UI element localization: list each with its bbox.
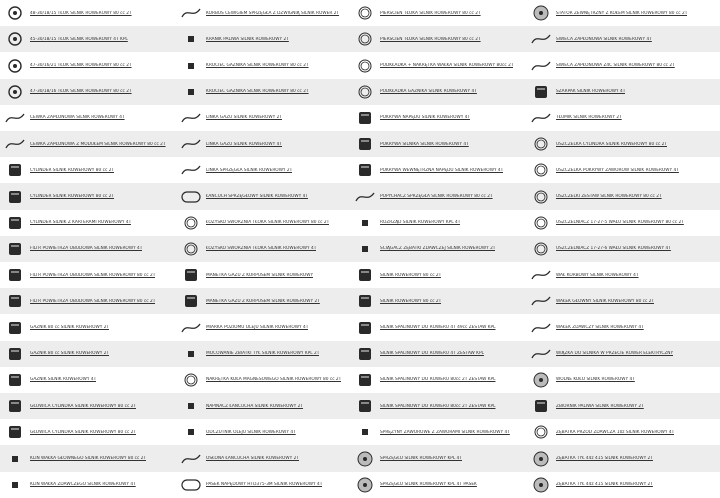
product-item[interactable] [350, 314, 526, 340]
product-link[interactable]: SILNIK ROWEROWY 80 cc 2T [380, 272, 442, 278]
product-item[interactable] [526, 393, 720, 419]
product-link[interactable]: WIĄZKA DO SILNIKA W PRZECIE ROWER ELEKTRYCZNY [556, 351, 674, 357]
rear-sprocket-icon[interactable] [529, 449, 553, 469]
product-item[interactable] [350, 79, 526, 105]
product-link[interactable]: OSŁONA ŁAŃCUCHA SILNIK ROWEROWY 2T [206, 456, 300, 462]
air-filter-icon[interactable] [3, 265, 27, 285]
product-link[interactable]: GŁOWICA CYLINDRA SILNIK ROWEROWY 80 cc 2T [30, 429, 137, 435]
product-link[interactable]: CYLINDER SILNIK ROWEROWY 80 cc 2T [30, 194, 115, 200]
product-item[interactable] [176, 52, 350, 78]
product-link[interactable]: PIERŚCIEŃ TŁOKA SILNIK ROWEROWY 80 cc 2T [380, 10, 481, 16]
product-item[interactable] [176, 262, 350, 288]
product-link[interactable]: GAŹNIK SILNIK ROWEROWY 4T [30, 377, 97, 383]
engine-kit-icon[interactable] [353, 344, 377, 364]
product-link[interactable]: SPRZĘGŁO SILNIK ROWEROWY KPL 4T [380, 456, 462, 462]
product-item[interactable] [526, 236, 720, 262]
product-item[interactable] [176, 472, 350, 498]
product-item[interactable] [350, 393, 526, 419]
product-link[interactable]: ROZRZĄD SILNIK ROWEROWY KPL 4T [380, 220, 461, 226]
product-item[interactable] [0, 79, 176, 105]
engine-icon[interactable] [353, 265, 377, 285]
product-link[interactable]: FILTR POWIETRZA OBUDOWA SILNIK ROWEROWY 80 cc 2T [30, 298, 156, 304]
product-item[interactable] [176, 288, 350, 314]
product-link[interactable]: TŁUMIK SILNIK ROWEROWY 2T [556, 115, 622, 121]
product-link[interactable]: MIARKA POZIOMU OLEJU SILNIK ROWEROWY 4T [206, 325, 309, 331]
product-item[interactable] [0, 131, 176, 157]
engine-kit-icon[interactable] [353, 370, 377, 390]
product-link[interactable]: 47-30/18/16 TŁOK SILNIK ROWEROWY 80 cc 2T [30, 89, 132, 95]
product-item[interactable] [0, 52, 176, 78]
product-link[interactable]: NAPINACZ ŁAŃCUCHA SILNIK ROWEROWY 2T [206, 403, 304, 409]
product-item[interactable] [0, 419, 176, 445]
product-link[interactable]: MOCOWANIE ZBIATKI TYŁ SILNIK ROWEROWY KPL 2T [206, 351, 320, 357]
product-item[interactable] [176, 393, 350, 419]
air-filter-icon[interactable] [3, 291, 27, 311]
wire-harness-icon[interactable] [529, 344, 553, 364]
oil-breather-icon[interactable] [179, 422, 203, 442]
fuel-tap-icon[interactable] [179, 29, 203, 49]
product-item[interactable] [350, 26, 526, 52]
product-link[interactable]: CYLINDER SILNIK Z KARTERAMI ROWEROWY 4T [30, 220, 132, 226]
product-item[interactable] [176, 79, 350, 105]
oil-seal-icon[interactable] [529, 213, 553, 233]
drive-cover-icon[interactable] [353, 108, 377, 128]
product-link[interactable]: PODKŁADKA + NAKRĘTKA WAŁKA SILNIK ROWEROWY 80cc 2T [380, 63, 514, 68]
chain-guard-icon[interactable] [179, 449, 203, 469]
carburetor-icon[interactable] [3, 370, 27, 390]
chain-tensioner-icon[interactable] [179, 396, 203, 416]
engine-kit-icon[interactable] [353, 318, 377, 338]
product-item[interactable] [176, 341, 350, 367]
product-link[interactable]: SILNIK SPALINOWY DO ROWERU 80cc 2T ZESTAW KPL [380, 377, 496, 383]
product-link[interactable]: LINKA GAZU SILNIK ROWEROWY 4T [206, 141, 282, 147]
stator-icon[interactable] [529, 3, 553, 23]
product-link[interactable]: CYLINDER SILNIK ROWEROWY 80 cc 2T [30, 167, 115, 173]
product-link[interactable]: GAŹNIK 80 cc SILNIK ROWEROWY 2T [30, 325, 110, 331]
product-item[interactable] [176, 105, 350, 131]
cable-icon[interactable] [179, 108, 203, 128]
product-item[interactable] [176, 236, 350, 262]
product-link[interactable]: ŚWIECA ZAPŁONOWA SILNIK ROWEROWY 4T [556, 36, 652, 42]
product-item[interactable] [350, 367, 526, 393]
product-item[interactable] [526, 445, 720, 471]
nut-icon[interactable] [179, 370, 203, 390]
product-column-3 [350, 0, 526, 498]
product-link[interactable]: SPRZĘGŁO SILNIK ROWEROWY KPL 4T PASEK [380, 482, 477, 488]
product-link[interactable]: LINKA GAZU SILNIK ROWEROWY 2T [206, 115, 282, 121]
piston-ring-icon[interactable] [353, 29, 377, 49]
product-link[interactable]: LINKA SPRZĘGŁA SILNIK ROWEROWY 2T [206, 167, 293, 173]
product-item[interactable] [526, 262, 720, 288]
piston-set-icon[interactable] [3, 82, 27, 102]
product-item[interactable] [350, 262, 526, 288]
product-link[interactable]: ZĘBATKA TYŁ 44z 415 SILNIK ROWEROWY 2T [556, 482, 653, 488]
shaft-icon[interactable] [529, 291, 553, 311]
throttle-grip-icon[interactable] [179, 291, 203, 311]
piston-set-icon[interactable] [3, 29, 27, 49]
product-item[interactable] [526, 26, 720, 52]
product-link[interactable]: ZĘBATKA TYŁ 44z 415 SILNIK ROWEROWY 2T [556, 456, 653, 462]
product-item[interactable] [176, 0, 350, 26]
product-item[interactable] [350, 445, 526, 471]
engine-cover-icon[interactable] [353, 134, 377, 154]
product-item[interactable] [350, 131, 526, 157]
product-link[interactable]: SILNIK ROWEROWY 80 cc 2T [380, 298, 442, 304]
fuel-tank-icon[interactable] [529, 396, 553, 416]
product-link[interactable]: SILNIK SPALINOWY DO ROWERU 80cc 2T ZESTAW KPL [380, 403, 496, 409]
product-link[interactable]: MANETKA GAZU Z KORPUSEM SILNIK ROWEROWY 2T [206, 298, 320, 304]
product-link[interactable]: CEWKA ZAPŁONOWA Z MODUŁEM SILNIK ROWEROWY 80 cc 2T [30, 141, 166, 147]
chain-icon[interactable] [179, 187, 203, 207]
intake-pipe-icon[interactable] [179, 82, 203, 102]
product-item[interactable] [350, 105, 526, 131]
product-link[interactable]: POKRYWA NAPĘDU SILNIK ROWEROWY 4T [380, 115, 471, 121]
product-item[interactable] [176, 445, 350, 471]
product-link[interactable]: POKRYWA SILNIKA SILNIK ROWEROWY 4T [380, 141, 469, 147]
product-link[interactable]: POPYCHACZ SPRZĘGŁA SILNIK ROWEROWY 80 cc 2T [380, 194, 493, 200]
freewheel-icon[interactable] [529, 370, 553, 390]
product-item[interactable] [0, 314, 176, 340]
product-item[interactable] [0, 183, 176, 209]
key-pin-icon[interactable] [3, 449, 27, 469]
washer-nut-icon[interactable] [353, 56, 377, 76]
cable-icon[interactable] [179, 160, 203, 180]
puller-tool-icon[interactable] [353, 239, 377, 259]
product-link[interactable]: KRANIK PALIWA SILNIK ROWEROWY 2T [206, 36, 289, 42]
product-item[interactable] [176, 367, 350, 393]
product-item[interactable] [0, 393, 176, 419]
product-item[interactable] [0, 288, 176, 314]
valve-springs-icon[interactable] [353, 422, 377, 442]
product-item[interactable] [526, 472, 720, 498]
gasket-icon[interactable] [529, 160, 553, 180]
product-item[interactable] [350, 341, 526, 367]
product-item[interactable] [350, 52, 526, 78]
clutch-icon[interactable] [353, 449, 377, 469]
product-item[interactable] [176, 314, 350, 340]
product-link[interactable]: KRÓCIEC GAŹNIKA SILNIK ROWEROWY 80 cc 2T [206, 63, 309, 68]
dipstick-icon[interactable] [179, 318, 203, 338]
product-link[interactable]: USZCZELNIACZ 17-27-5 WAŁU SILNIK ROWEROWY 80 cc 2T [556, 220, 684, 226]
product-link[interactable]: USZCZELKA POKRYWY ZAWORÓW SILNIK ROWEROWY 4T [556, 167, 679, 173]
cylinder-icon[interactable] [3, 187, 27, 207]
product-link[interactable]: STATOR ZEWNĘTRZNY Z KOŁEM SILNIK ROWEROWY 80 cc 2T [556, 10, 688, 16]
product-item[interactable] [526, 367, 720, 393]
product-link[interactable]: USZCZELKI ZESTAW SILNIK ROWEROWY 80 cc 2T [556, 194, 662, 200]
product-item[interactable] [526, 79, 720, 105]
product-link[interactable]: KLIN WAŁKA GŁÓWNEGO SILNIK ROWEROWY 80 cc 2T [30, 456, 147, 462]
product-item[interactable] [0, 445, 176, 471]
product-item[interactable] [0, 262, 176, 288]
mount-kit-icon[interactable] [179, 344, 203, 364]
product-link[interactable]: SZARPAK SILNIK ROWEROWY 4T [556, 89, 626, 95]
product-item[interactable] [526, 288, 720, 314]
product-column-4 [526, 0, 720, 498]
product-link[interactable]: WAŁ KORBOWY SILNIK ROWEROWY 4T [556, 272, 639, 278]
product-item[interactable] [176, 131, 350, 157]
product-link[interactable]: ODCZUTNIK OLEJU SILNIK ROWEROWY 4T [206, 429, 296, 435]
gasket-set-icon[interactable] [529, 187, 553, 207]
product-item[interactable] [0, 157, 176, 183]
product-item[interactable] [176, 157, 350, 183]
carburetor-icon[interactable] [3, 318, 27, 338]
engine-icon[interactable] [353, 291, 377, 311]
product-item[interactable] [0, 210, 176, 236]
bearing-icon[interactable] [179, 239, 203, 259]
product-link[interactable]: SILNIK SPALINOWY DO ROWERU 4T 49cc ZESTAW KPL [380, 325, 496, 331]
clutch-icon[interactable] [353, 475, 377, 495]
key-pin-icon[interactable] [3, 475, 27, 495]
product-link[interactable]: USZCZELNIACZ 17-27-6 WAŁU SILNIK ROWEROWY 4T [556, 246, 671, 252]
product-item[interactable] [526, 314, 720, 340]
product-item[interactable] [350, 157, 526, 183]
product-link[interactable]: GAŹNIK 80 cc SILNIK ROWEROWY 2T [30, 351, 110, 357]
product-item[interactable] [176, 183, 350, 209]
product-link[interactable]: 48-30/18/15 TŁOK SILNIK ROWEROWY 80 cc 2T [30, 10, 132, 16]
product-link[interactable]: PASEK NAPĘDOWY HTD375-3M SILNIK ROWEROWY 4T [206, 482, 323, 488]
product-link[interactable]: NAKRĘTKA KOŁA MAGNESOWEGO SILNIK ROWEROWY 80 cc 2T [206, 377, 342, 383]
product-item[interactable] [526, 210, 720, 236]
product-item[interactable] [0, 367, 176, 393]
product-item[interactable] [176, 210, 350, 236]
product-item[interactable] [176, 26, 350, 52]
product-column-1 [0, 0, 176, 498]
intake-pipe-icon[interactable] [179, 56, 203, 76]
pull-starter-icon[interactable] [529, 82, 553, 102]
product-link[interactable]: POKRYWA WEWNĘTRZNA NAPĘDU SILNIK ROWEROWY 4T [380, 167, 504, 173]
ignition-coil-icon[interactable] [3, 134, 27, 154]
product-item[interactable] [350, 472, 526, 498]
crankshaft-icon[interactable] [529, 265, 553, 285]
product-item[interactable] [176, 419, 350, 445]
product-link[interactable]: WOLNE KOŁO SILNIK ROWEROWY 4T [556, 377, 635, 383]
product-link[interactable]: ZBIORNIK PALIWA SILNIK ROWEROWY 2T [556, 403, 644, 409]
product-link[interactable]: SPRĘŻYNY ZAWOROWE Z ZAWORAMI SILNIK ROWEROWY 4T [380, 429, 510, 435]
product-link[interactable]: WAŁEK GŁÓWNY SILNIK ROWEROWY 80 cc 2T [556, 298, 655, 304]
product-link[interactable]: USZCZELKA CYLINDRA SILNIK ROWEROWY 80 cc 2T [556, 141, 668, 147]
gasket-icon[interactable] [353, 82, 377, 102]
product-item[interactable] [350, 0, 526, 26]
product-link[interactable]: CEWKA ZAPŁONOWA SILNIK ROWEROWY 4T [30, 115, 125, 121]
sprocket-icon[interactable] [529, 422, 553, 442]
product-item[interactable] [526, 157, 720, 183]
product-link[interactable]: MANETKA GAZU Z KORPUSEM SILNIK ROWEROWY [206, 272, 314, 278]
cylinder-icon[interactable] [3, 160, 27, 180]
product-item[interactable] [526, 131, 720, 157]
gasket-icon[interactable] [529, 134, 553, 154]
product-item[interactable] [350, 183, 526, 209]
product-item[interactable] [0, 341, 176, 367]
product-link[interactable]: ŁOŻYSKO SWORZNIA TŁOKA SILNIK ROWEROWY 4T [206, 246, 317, 252]
product-link[interactable]: ŁOŻYSKO SWORZNIA TŁOKA SILNIK ROWEROWY 80 cc 2T [206, 220, 330, 226]
ignition-coil-icon[interactable] [3, 108, 27, 128]
product-item[interactable] [526, 341, 720, 367]
carburetor-icon[interactable] [3, 344, 27, 364]
shaft-icon[interactable] [529, 318, 553, 338]
rear-sprocket-icon[interactable] [529, 475, 553, 495]
product-link[interactable]: KLIN WAŁKA ZDAWCZEGO SILNIK ROWEROWY 4T [30, 482, 136, 488]
oil-seal-icon[interactable] [529, 239, 553, 259]
cable-icon[interactable] [179, 134, 203, 154]
engine-block-icon[interactable] [3, 213, 27, 233]
product-item[interactable] [0, 26, 176, 52]
product-link[interactable]: KRÓCIEC GAŹNIKA SILNIK ROWEROWY 80 cc 2T [206, 89, 309, 95]
cylinder-head-icon[interactable] [3, 422, 27, 442]
air-filter-icon[interactable] [3, 239, 27, 259]
product-link[interactable]: PIERŚCIEŃ TŁOKA SILNIK ROWEROWY 80 cc 2T [380, 36, 481, 42]
product-link[interactable]: WAŁEK ZDAWCZY SILNIK ROWEROWY 4T [556, 325, 644, 331]
product-item[interactable] [0, 236, 176, 262]
drive-belt-icon[interactable] [179, 475, 203, 495]
product-item[interactable] [526, 0, 720, 26]
product-item[interactable] [350, 210, 526, 236]
product-link[interactable]: PODKŁADKA GAŹNIKA SILNIK ROWEROWY 4T [380, 89, 477, 95]
product-link[interactable]: 45-30/18/15 TŁOK SILNIK ROWEROWY 4T KPL [30, 36, 128, 42]
piston-ring-icon[interactable] [353, 3, 377, 23]
piston-set-icon[interactable] [3, 56, 27, 76]
product-link[interactable]: ŚCIĄGACZ ZĘBATKI ZDAWCZEJ SILNIK ROWEROWY 2T [380, 246, 496, 252]
product-link[interactable]: FILTR POWIETRZA OBUDOWA SILNIK ROWEROWY 80 cc 2T [30, 272, 156, 278]
engine-kit-icon[interactable] [353, 396, 377, 416]
throttle-grip-icon[interactable] [179, 265, 203, 285]
cylinder-head-icon[interactable] [3, 396, 27, 416]
product-link[interactable]: GŁOWICA CYLINDRA SILNIK ROWEROWY 80 cc 2T [30, 403, 137, 409]
muffler-icon[interactable] [529, 108, 553, 128]
spark-plug-icon[interactable] [529, 29, 553, 49]
product-item[interactable] [350, 288, 526, 314]
product-link[interactable]: KORBUS CEWIGIEM SPRZĘGŁA Z DŹWIGNIĄ SILNIK ROWER 2T [206, 10, 340, 16]
product-item[interactable] [350, 236, 526, 262]
product-item[interactable] [350, 419, 526, 445]
product-item[interactable] [526, 52, 720, 78]
product-link[interactable]: FILTR POWIETRZA OBUDOWA SILNIK ROWEROWY 4T [30, 246, 143, 252]
bearing-icon[interactable] [179, 213, 203, 233]
timing-kit-icon[interactable] [353, 213, 377, 233]
engine-cover-icon[interactable] [353, 160, 377, 180]
spark-plug-icon[interactable] [529, 56, 553, 76]
product-link[interactable]: 47-30/16/21 TŁOK SILNIK ROWEROWY 80 cc 2T [30, 63, 132, 68]
push-rod-icon[interactable] [353, 187, 377, 207]
product-link[interactable]: ZĘBATKA PRZÓD ZDAWCZA 10z SILNIK ROWEROWY 4T [556, 429, 675, 435]
clutch-lever-icon[interactable] [179, 3, 203, 23]
product-item[interactable] [526, 183, 720, 209]
product-item[interactable] [0, 0, 176, 26]
product-link[interactable]: ŚWIECA ZAPŁONOWA Z4C SILNIK ROWEROWY 80 cc 2T [556, 63, 675, 68]
product-item[interactable] [0, 105, 176, 131]
product-item[interactable] [526, 105, 720, 131]
product-item[interactable] [0, 472, 176, 498]
product-link[interactable]: SILNIK SPALINOWY DO ROWERU 4T ZESTAW KPL [380, 351, 484, 357]
product-item[interactable] [526, 419, 720, 445]
product-column-2 [176, 0, 350, 498]
piston-set-icon[interactable] [3, 3, 27, 23]
product-link[interactable]: ŁAŃCUCH SPRZĘGŁOWY SILNIK ROWEROWY 4T [206, 194, 308, 200]
